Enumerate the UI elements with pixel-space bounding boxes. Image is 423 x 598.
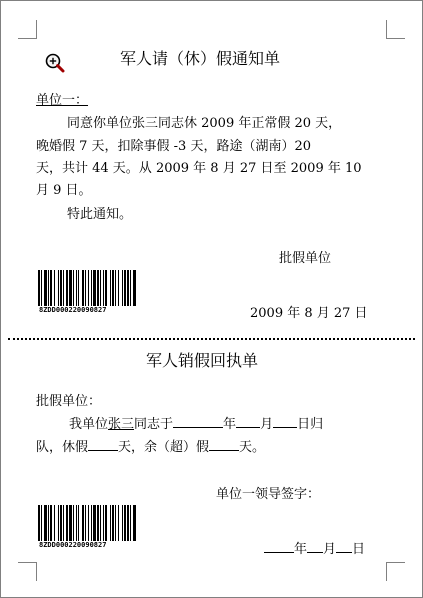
receipt-line1-pre: 我单位 bbox=[69, 417, 109, 432]
barcode-bar bbox=[127, 505, 129, 541]
barcode-bar bbox=[130, 505, 131, 541]
barcode-bar bbox=[54, 505, 55, 541]
barcode-bar bbox=[50, 505, 52, 541]
leave-days-blank[interactable] bbox=[88, 437, 118, 451]
barcode-bar bbox=[124, 270, 126, 306]
barcode-bar bbox=[122, 270, 123, 306]
barcode-bar bbox=[97, 270, 99, 306]
cut-line bbox=[8, 338, 415, 340]
barcode-bar bbox=[85, 505, 86, 541]
barcode-bar bbox=[41, 270, 42, 306]
signature-day-label: 日 bbox=[352, 542, 366, 557]
receipt-line1 bbox=[69, 413, 323, 432]
barcode-bar bbox=[100, 505, 101, 541]
barcode-bar bbox=[133, 505, 136, 541]
barcode-bar bbox=[93, 270, 96, 306]
signature-day-blank[interactable] bbox=[336, 539, 352, 553]
barcode-bar bbox=[60, 270, 62, 306]
receipt-date bbox=[264, 538, 365, 557]
receipt-name: 张三 bbox=[108, 417, 135, 432]
barcode-bar bbox=[97, 505, 99, 541]
barcode-bar bbox=[110, 505, 111, 541]
barcode-bar bbox=[63, 270, 64, 306]
barcode-bar bbox=[112, 505, 114, 541]
barcode-bar bbox=[54, 270, 55, 306]
barcode-bar bbox=[100, 270, 101, 306]
barcode-bar bbox=[48, 270, 49, 306]
barcode-bar bbox=[105, 505, 107, 541]
barcode-bar bbox=[60, 505, 62, 541]
receipt-day-label: 日归 bbox=[297, 417, 324, 432]
notice-date: 2009 年 8 月 27 日 bbox=[250, 306, 368, 321]
barcode-bar bbox=[115, 270, 116, 306]
notice-body-line4: 月 9 日。 bbox=[36, 183, 92, 198]
barcode-bar bbox=[44, 505, 47, 541]
barcode-bar bbox=[88, 505, 89, 541]
barcode-bar bbox=[58, 270, 59, 306]
barcode-bar bbox=[38, 270, 40, 306]
barcode-bar bbox=[115, 505, 116, 541]
barcode-bar bbox=[118, 270, 119, 306]
barcode-bar bbox=[110, 270, 111, 306]
receipt-line2-c: 天。 bbox=[239, 440, 266, 455]
barcode-bars bbox=[37, 505, 137, 541]
barcode-bar bbox=[130, 270, 131, 306]
receipt-title: 军人销假回执单 bbox=[146, 351, 259, 370]
barcode-bar bbox=[66, 270, 68, 306]
receipt-signature-label: 单位一领导签字： bbox=[216, 487, 321, 502]
barcode-bar bbox=[78, 270, 79, 306]
barcode-bar bbox=[133, 270, 136, 306]
barcode-bar bbox=[127, 270, 129, 306]
barcode-bar bbox=[69, 505, 72, 541]
barcode-bar bbox=[50, 270, 52, 306]
receipt-month-label: 月 bbox=[260, 417, 274, 432]
barcode-bar bbox=[76, 270, 77, 306]
barcode-bar bbox=[103, 270, 104, 306]
barcode-bar bbox=[85, 270, 86, 306]
receipt-approver-label: 批假单位： bbox=[36, 394, 102, 409]
barcode-bar bbox=[76, 505, 77, 541]
notice-body-line3: 天，共计 44 天。从 2009 年 8 月 27 日至 2009 年 10 bbox=[36, 161, 362, 176]
crop-mark-top-right bbox=[386, 20, 405, 39]
signature-year-blank[interactable] bbox=[264, 539, 294, 553]
barcode-bar bbox=[103, 505, 104, 541]
notice-body-line2: 晚婚假 7 天，扣除事假 -3 天，路途（湖南）20 bbox=[36, 139, 312, 154]
crop-mark-bottom-left bbox=[18, 562, 37, 581]
return-year-blank[interactable] bbox=[173, 414, 223, 428]
barcode-bar bbox=[122, 505, 123, 541]
barcode-bar bbox=[91, 505, 92, 541]
notice-title: 军人请（休）假通知单 bbox=[120, 49, 281, 68]
barcode-bar bbox=[73, 270, 74, 306]
receipt-line2-a: 队，休假 bbox=[36, 440, 89, 455]
crop-mark-top-left bbox=[18, 20, 37, 39]
receipt-year-label: 年 bbox=[223, 417, 237, 432]
barcode-bar bbox=[112, 270, 114, 306]
barcode-bar bbox=[63, 505, 64, 541]
barcode-bar bbox=[66, 505, 68, 541]
barcode-bar bbox=[82, 270, 84, 306]
notice-unit-label: 单位一： bbox=[36, 93, 89, 108]
barcode-bar bbox=[73, 505, 74, 541]
notice-body-line1: 同意你单位张三同志休 2009 年正常假 20 天， bbox=[67, 116, 342, 131]
signature-year-label: 年 bbox=[294, 542, 308, 557]
barcode-bar bbox=[91, 270, 92, 306]
barcode-bar bbox=[58, 505, 59, 541]
crop-mark-bottom-right bbox=[386, 562, 405, 581]
receipt-line2 bbox=[36, 436, 265, 455]
receipt-line2-b: 天，余（超）假 bbox=[118, 440, 210, 455]
notice-closing: 特此通知。 bbox=[67, 207, 133, 222]
notice-barcode-text: 8ZDD000220090827 bbox=[39, 306, 107, 314]
signature-month-blank[interactable] bbox=[307, 539, 323, 553]
barcode-bar bbox=[41, 505, 42, 541]
barcode-bar bbox=[118, 505, 119, 541]
zoom-in-icon[interactable] bbox=[44, 52, 66, 74]
return-day-blank[interactable] bbox=[273, 414, 297, 428]
remaining-days-blank[interactable] bbox=[209, 437, 239, 451]
receipt-barcode bbox=[37, 505, 137, 551]
barcode-bar bbox=[124, 505, 126, 541]
barcode-bar bbox=[78, 505, 79, 541]
barcode-bar bbox=[105, 270, 107, 306]
barcode-bars bbox=[37, 270, 137, 306]
notice-barcode bbox=[37, 270, 137, 316]
barcode-bar bbox=[48, 505, 49, 541]
notice-approver-label: 批假单位 bbox=[279, 251, 332, 266]
receipt-line1-mid: 同志于 bbox=[134, 417, 174, 432]
barcode-bar bbox=[44, 270, 47, 306]
barcode-bar bbox=[93, 505, 96, 541]
barcode-bar bbox=[82, 505, 84, 541]
receipt-barcode-text: 8ZDD000220090827 bbox=[39, 541, 107, 549]
barcode-bar bbox=[38, 505, 40, 541]
signature-month-label: 月 bbox=[323, 542, 337, 557]
barcode-bar bbox=[69, 270, 72, 306]
barcode-bar bbox=[88, 270, 89, 306]
return-month-blank[interactable] bbox=[236, 414, 260, 428]
